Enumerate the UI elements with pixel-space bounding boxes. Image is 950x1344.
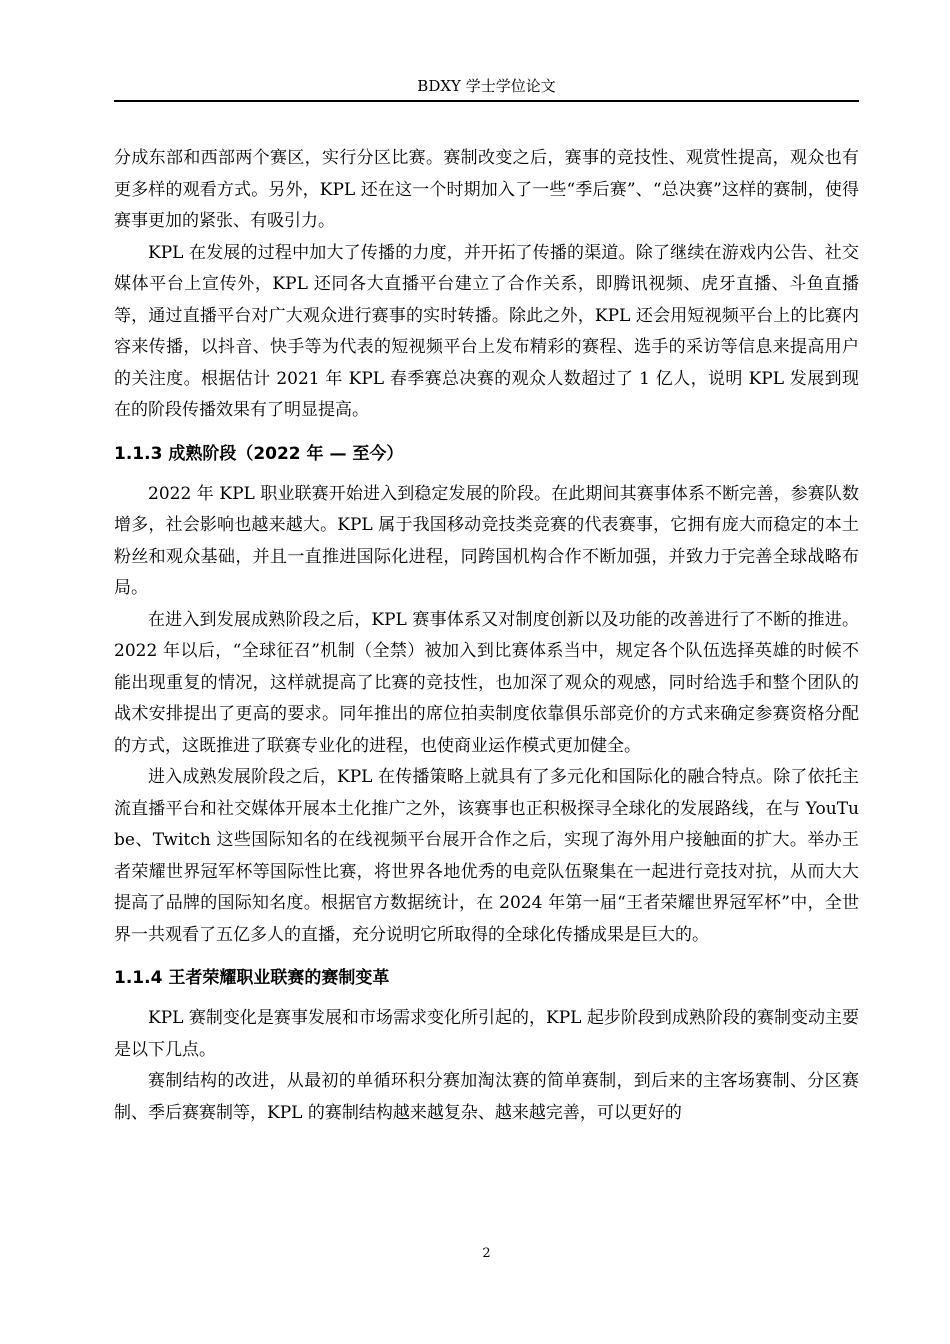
running-header: BDXY 学士学位论文 <box>417 77 556 95</box>
paragraph-4: 在进入到发展成熟阶段之后，KPL 赛事体系又对制度创新以及功能的改善进行了不断的推进。2022 年以后，“全球征召”机制（全禁）被加入到比赛体系当中，规定各个队伍选择英雄的时候不能出现重复的情况，这样就提高了比赛的竞技性，也加深了观众的观感，同时给选手和整个团队的战术安排提出了更高的要求。同年推出的席位拍卖制度依靠俱乐部竞价的方式来确定参赛资格分配的方式，这既推进了联赛专业化的进程，也使商业运作模式更加健全。 <box>114 609 859 756</box>
page-number: 2 <box>482 1246 491 1261</box>
paragraph-5: 进入成熟发展阶段之后，KPL 在传播策略上就具有了多元化和国际化的融合特点。除了依托主流直播平台和社交媒体开展本土化推广之外，该赛事也正积极探寻全球化的发展路线，在与 YouTube、Twitch 这些国际知名的在线视频平台展开合作之后，实现了海外用户接触面的扩大。举办王者荣耀世界冠军杯等国际性比赛，将世界各地优秀的电竞队伍聚集在一起进行竞技对抗，从而大大提高了品牌的国际知名度。根据官方数据统计，在 2024 年第一届“王者荣耀世界冠军杯”中，全世界一共观看了五亿多人的直播，充分说明它所取得的全球化传播成果是巨大的。 <box>114 767 859 945</box>
paragraph-1: 分成东部和西部两个赛区，实行分区比赛。赛制改变之后，赛事的竞技性、观赏性提高，观众也有更多样的观看方式。另外，KPL 还在这一个时期加入了一些“季后赛”、“总决赛”这样的赛制，使得赛事更加的紧张、有吸引力。 <box>114 148 859 231</box>
paragraph-3: 2022 年 KPL 职业联赛开始进入到稳定发展的阶段。在此期间其赛事体系不断完善，参赛队数增多，社会影响也越来越大。KPL 属于我国移动竞技类竞赛的代表赛事，它拥有庞大而稳定的本土粉丝和观众基础，并且一直推进国际化进程，同跨国机构合作不断加强，并致力于完善全球战略布局。 <box>114 483 859 598</box>
header-rule <box>114 100 859 102</box>
page-body <box>114 143 859 1129</box>
section-heading-1-1-4: 1.1.4 王者荣耀职业联赛的赛制变革 <box>114 968 390 988</box>
section-heading-1-1-3: 1.1.3 成熟阶段（2022 年 — 至今） <box>114 443 404 464</box>
paragraph-7: 赛制结构的改进，从最初的单循环积分赛加淘汰赛的简单赛制，到后来的主客场赛制、分区赛制、季后赛赛制等，KPL 的赛制结构越来越复杂、越来越完善，可以更好的 <box>114 1071 859 1123</box>
paragraph-2: KPL 在发展的过程中加大了传播的力度，并开拓了传播的渠道。除了继续在游戏内公告、社交媒体平台上宣传外，KPL 还同各大直播平台建立了合作关系，即腾讯视频、虎牙直播、斗鱼直播等，通过直播平台对广大观众进行赛事的实时转播。除此之外，KPL 还会用短视频平台上的比赛内容来传播，以抖音、快手等为代表的短视频平台上发布精彩的赛程、选手的采访等信息来提高用户的关注度。根据估计 2021 年 KPL 春季赛总决赛的观众人数超过了 1 亿人，说明 KPL 发展到现在的阶段传播效果有了明显提高。 <box>114 242 859 420</box>
paragraph-6: KPL 赛制变化是赛事发展和市场需求变化所引起的，KPL 起步阶段到成熟阶段的赛制变动主要是以下几点。 <box>114 1008 859 1060</box>
